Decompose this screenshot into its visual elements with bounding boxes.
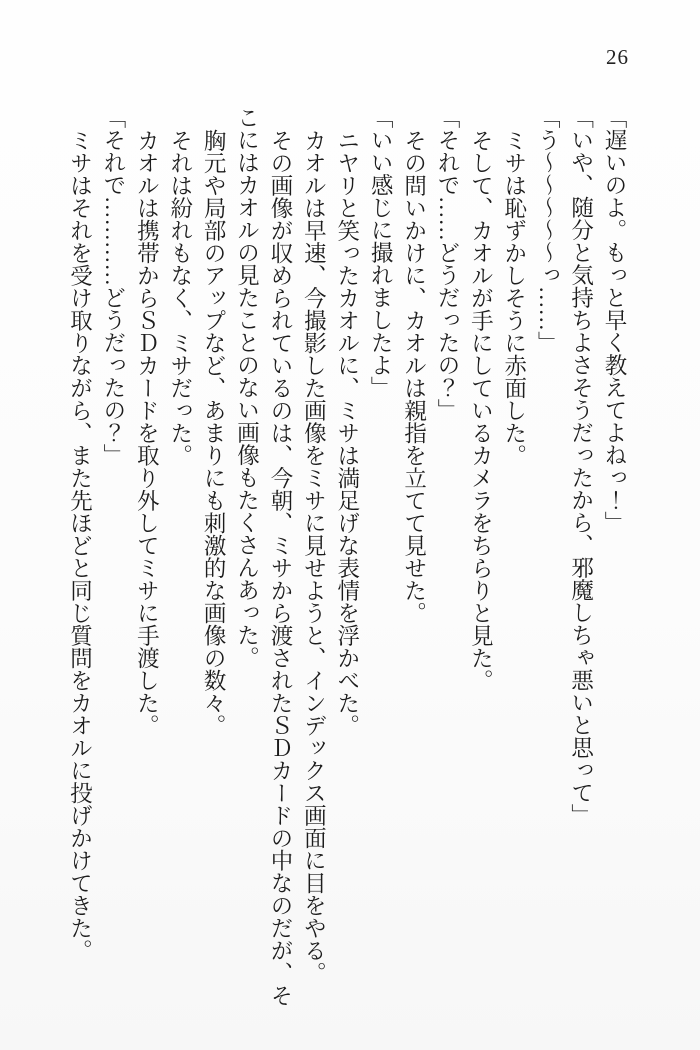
text-line: カオルは早速、今撮影した画像をミサに見せようと、インデックス画面に目をやる。 [301,128,327,984]
text-line: それは紛れもなく、ミサだった。 [167,128,193,466]
text-line: ミサは恥ずかしそうに赤面した。 [501,128,527,466]
text-line: その問いかけに、カオルは親指を立てて見せた。 [401,128,427,624]
text-columns [63,106,631,1006]
text-line: 「う～～～～～っ……」 [535,106,561,354]
text-line: こにはカオルの見たことのない画像もたくさんあった。 [234,106,260,669]
text-line: ニヤリと笑ったカオルに、ミサは満足げな表情を浮かべた。 [334,128,360,736]
text-line: 「いや、随分と気持ちよさそうだったから、邪魔しちゃ悪いと思って」 [568,106,594,826]
text-line: ミサはそれを受け取りながら、また先ほどと同じ質問をカオルに投げかけてきた。 [67,128,93,961]
text-line: 「それで……どうだったの？」 [434,106,460,421]
text-line: そして、カオルが手にしているカメラをちらりと見た。 [468,128,494,691]
text-line: 胸元や局部のアップなど、あまりにも刺激的な画像の数々。 [201,128,227,736]
page-number: 26 [606,45,629,69]
text-line: 「それで…………どうだったの？」 [100,106,126,466]
text-line: 「遅いのよ。もっと早く教えてよねっ！」 [602,106,627,534]
text-line: カオルは携帯からＳＤカードを取り外してミサに手渡した。 [134,128,160,736]
text-line: 「いい感じに撮れましたよ」 [368,106,394,399]
text-line: その画像が収められているのは、今朝、ミサから渡されたＳＤカードの中なのだが、そ [267,128,293,1006]
